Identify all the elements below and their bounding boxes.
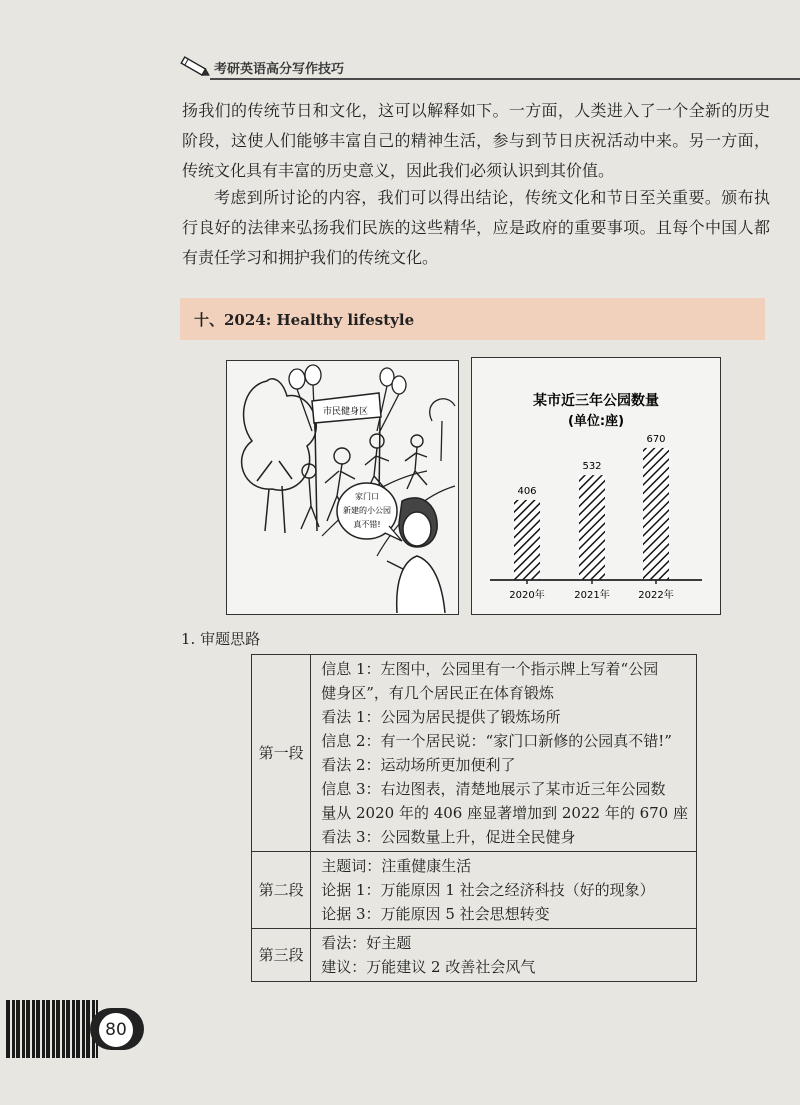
thumb-tab-stripes [6,1000,98,1058]
section-heading-bar [180,298,765,340]
row-line: 看法：好主题 [321,934,412,952]
x-tick-label: 2022年 [638,590,674,601]
table-row [252,929,697,982]
row-line: 信息 1：左图中，公园里有一个指示牌上写着“公园 [321,660,659,678]
bar-2021年 [579,475,605,580]
tree-icon [430,399,455,461]
header-rule [210,78,800,80]
row-line: 看法 3：公园数量上升，促进全民健身 [321,828,576,846]
page-number: 80 [98,1012,134,1048]
header-title: 考研英语高分写作技巧 [214,62,345,77]
row-line: 论据 3：万能原因 5 社会思想转变 [321,905,550,923]
bubble-line-2: 新建的小公园 [343,506,391,515]
row-line: 信息 2：有一个居民说：“家门口新修的公园真不错!” [321,732,672,750]
row-content [311,852,697,929]
bubble-line-1: 家门口 [355,492,379,501]
section-title: 十、2024: Healthy lifestyle [194,311,415,329]
body-paragraph-1: 扬我们的传统节日和文化，这可以解释如下。一方面，人类进入了一个全新的历史阶段，这使人们能够丰富自己的精神生活，参与到节日庆祝活动中来。另一方面，传统文化具有丰富的历史意义，因此我们必须认识到其价值。 [182,101,770,180]
bar-2020年 [514,500,540,580]
row-line: 主题词：注重健康生活 [321,857,472,875]
row-label: 第一段 [252,655,311,852]
table-row [252,852,697,929]
row-line: 建议：万能建议 2 改善社会风气 [321,958,536,976]
row-line: 信息 3：右边图表，清楚地展示了某市近三年公园数 [321,780,666,798]
row-content [311,929,697,982]
x-tick-label: 2021年 [574,590,610,601]
row-line: 看法 1：公园为居民提供了锻炼场所 [321,708,561,726]
analysis-table [251,654,697,982]
pencil-icon [176,54,212,80]
table-row [252,655,697,852]
body-paragraph-2: 考虑到所讨论的内容，我们可以得出结论，传统文化和节日至关重要。颁布执行良好的法律来弘扬我们民族的这些精华，应是政府的重要事项。且每个中国人都有责任学习和拥护我们的传统文化。 [182,188,770,267]
row-line: 看法 2：运动场所更加便利了 [321,756,516,774]
chart-canvas [472,358,719,613]
chart-title: 某市近三年公园数量 [533,393,659,409]
row-line: 健身区”，有几个居民正在体育锻炼 [321,684,554,702]
data-label: 532 [582,461,602,473]
bar-2022年 [643,448,669,580]
x-tick-label: 2020年 [509,590,545,601]
data-label: 406 [517,485,537,497]
speech-bubble [337,483,402,541]
sign-text: 市民健身区 [323,407,369,417]
row-line: 论据 1：万能原因 1 社会之经济科技（好的现象） [321,881,655,899]
row-label: 第三段 [252,929,311,982]
cartoon-drawing [227,361,457,613]
chart-subtitle: (单位:座) [567,414,625,429]
cartoon-illustration [226,360,459,615]
bubble-line-3: 真不错! [353,520,381,529]
data-label: 670 [646,433,666,445]
bar-chart [471,357,721,615]
page-number-tab [0,1000,150,1060]
row-label: 第二段 [252,852,311,929]
analysis-heading: 1. 审题思路 [181,630,261,648]
tree-icon [242,379,317,533]
row-line: 量从 2020 年的 406 座显著增加到 2022 年的 670 座 [321,804,688,822]
row-content [311,655,697,852]
running-header [176,54,766,84]
